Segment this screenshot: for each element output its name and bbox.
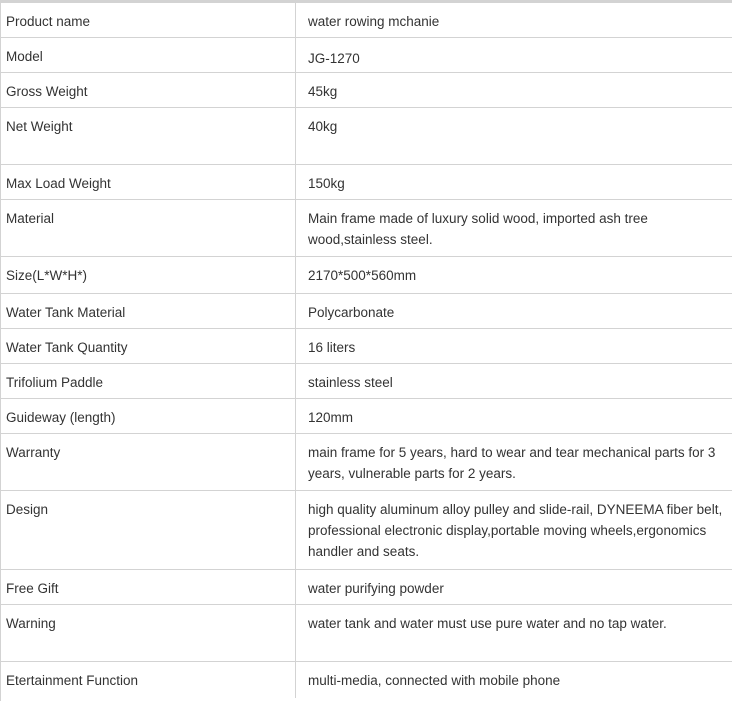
spec-value: water tank and water must use pure water and no tap water.: [308, 616, 667, 631]
spec-label: Max Load Weight: [0, 165, 296, 199]
table-row: [0, 108, 732, 165]
spec-label: Free Gift: [0, 570, 296, 604]
spec-label: Warranty: [0, 434, 296, 490]
table-row: [0, 662, 732, 698]
spec-label: Etertainment Function: [0, 662, 296, 698]
spec-value: stainless steel: [308, 375, 393, 390]
spec-value: 120mm: [308, 410, 354, 425]
spec-value: 16 liters: [308, 340, 356, 355]
table-row: [0, 294, 732, 329]
spec-value: multi-media, connected with mobile phone: [308, 673, 561, 688]
spec-value: 40kg: [308, 119, 338, 134]
table-row: [0, 491, 732, 570]
table-row: [0, 399, 732, 434]
table-row: [0, 364, 732, 399]
spec-label: Water Tank Material: [0, 294, 296, 328]
spec-value: main frame for 5 years, hard to wear and tear mechanical parts for 3 years, vulnerable parts for 2 years.: [308, 445, 716, 481]
spec-label: Trifolium Paddle: [0, 364, 296, 398]
table-row: [0, 434, 732, 491]
table-row: [0, 605, 732, 662]
spec-label: Gross Weight: [0, 73, 296, 107]
spec-value: JG-1270: [308, 51, 360, 66]
table-row: [0, 165, 732, 200]
spec-label: Water Tank Quantity: [0, 329, 296, 363]
spec-value: 2170*500*560mm: [308, 268, 417, 283]
spec-value: 150kg: [308, 176, 345, 191]
table-row: [0, 200, 732, 257]
spec-value: high quality aluminum alloy pulley and slide-rail, DYNEEMA fiber belt, professional electronic display,portable moving wheels,ergonomics handler and seats.: [308, 502, 723, 559]
spec-value: 45kg: [308, 84, 338, 99]
table-row: [0, 38, 732, 73]
spec-label: Model: [0, 38, 296, 72]
spec-label: Product name: [0, 3, 296, 37]
spec-label: Material: [0, 200, 296, 256]
spec-value: water purifying powder: [308, 581, 444, 596]
spec-label: Net Weight: [0, 108, 296, 164]
spec-value: Polycarbonate: [308, 305, 395, 320]
spec-label: Warning: [0, 605, 296, 661]
table-row: [0, 3, 732, 38]
spec-value: Main frame made of luxury solid wood, imported ash tree wood,stainless steel.: [308, 211, 648, 247]
spec-label: Guideway (length): [0, 399, 296, 433]
spec-label: Design: [0, 491, 296, 569]
table-left-border: [0, 3, 1, 701]
spec-value: water rowing mchanie: [308, 14, 440, 29]
table-row: [0, 73, 732, 108]
spec-label: Size(L*W*H*): [0, 257, 296, 293]
table-row: [0, 570, 732, 605]
table-row: [0, 257, 732, 294]
table-row: [0, 329, 732, 364]
